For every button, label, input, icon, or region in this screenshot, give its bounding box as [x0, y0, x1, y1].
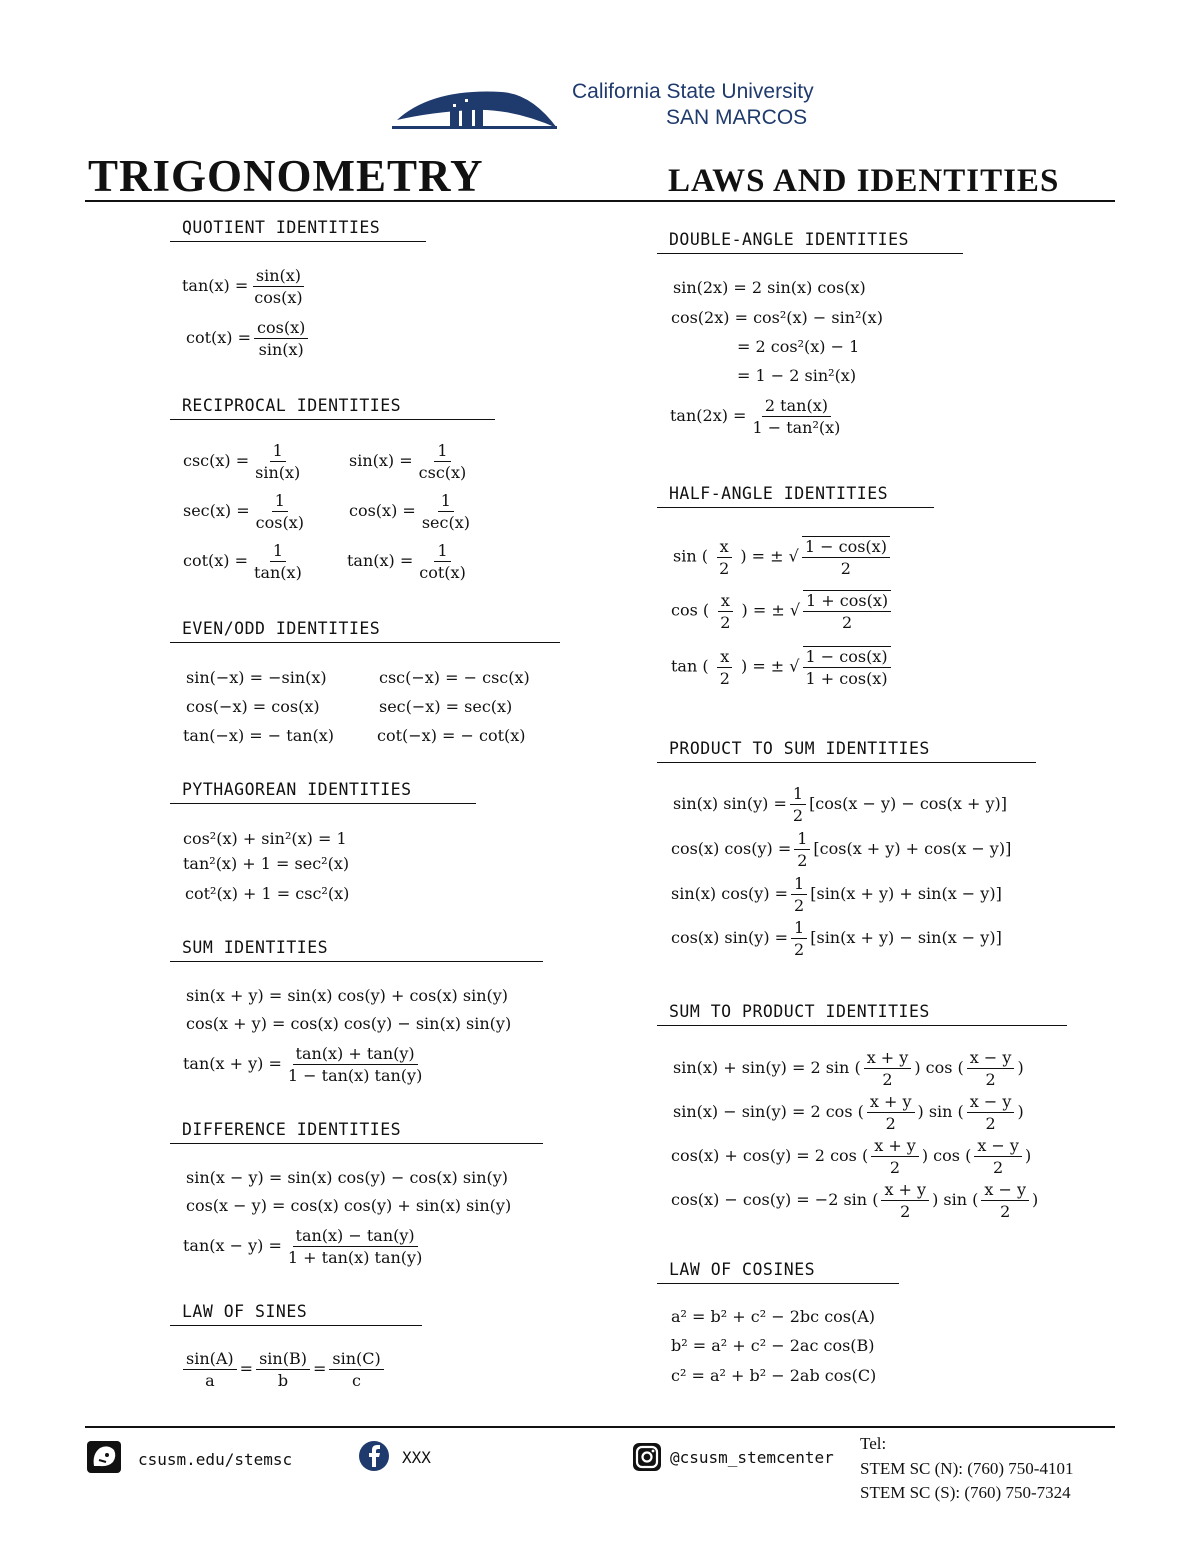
- cougar-icon: [86, 1440, 122, 1474]
- eq-sumprod: sin(x) − sin(y) = 2 cos ( $\frac{x + y}{2}$ ) sin ( $\frac{x - y}{2}$ ): [673, 1092, 1024, 1133]
- eq-law-of-cosines: a² = b² + c² − 2bc cos(A): [671, 1307, 876, 1326]
- eq-double-tan: tan(2x) = $\frac{2 \tan(x)}{\text{1 − tan²(x)}}$: [670, 396, 841, 437]
- eq-sum-cos: cos(x + y) = cos(x) cos(y) − sin(x) sin(y): [186, 1014, 512, 1033]
- university-name: California State University: [572, 80, 814, 103]
- facebook-handle[interactable]: XXX: [402, 1448, 431, 1467]
- eq-evenodd: cos(−x) = cos(x): [186, 697, 320, 716]
- eq-pythag: cos²(x) + sin²(x) = 1: [183, 829, 347, 848]
- eq-sumprod: sin(x) + sin(y) = 2 sin ( $\frac{x + y}{2}$ ) cos ( $\frac{x - y}{2}$ ): [673, 1048, 1024, 1089]
- eq-diff-sin: sin(x − y) = sin(x) cos(y) − cos(x) sin(y): [186, 1168, 509, 1187]
- eq-evenodd: sin(−x) = −sin(x): [186, 668, 327, 687]
- footer-rule: [85, 1426, 1115, 1428]
- eq-evenodd: sec(−x) = sec(x): [379, 697, 513, 716]
- section-sum: SUM IDENTITIES: [170, 938, 543, 962]
- tel-north: STEM SC (N): (760) 750-4101: [860, 1459, 1074, 1478]
- eq-pythag: tan²(x) + 1 = sec²(x): [183, 854, 350, 873]
- eq-double: = 1 − 2 sin²(x): [737, 366, 857, 385]
- eq-pythag: cot²(x) + 1 = csc²(x): [185, 884, 350, 903]
- section-evenodd: EVEN/ODD IDENTITIES: [170, 619, 560, 643]
- eq-double: = 2 cos²(x) − 1: [737, 337, 860, 356]
- eq-sum-tan: tan(x + y) = $\frac{\tan(x) + \tan(y)}{1 - \tan(x) \tan(y)}$: [183, 1044, 423, 1085]
- eq-evenodd: cot(−x) = − cot(x): [377, 726, 526, 745]
- instagram-icon[interactable]: [632, 1442, 662, 1472]
- eq-diff-cos: cos(x − y) = cos(x) cos(y) + sin(x) sin(y): [186, 1196, 512, 1215]
- page-subtitle: LAWS AND IDENTITIES: [668, 163, 1060, 199]
- university-campus: SAN MARCOS: [666, 106, 808, 129]
- eq-recip-sec: sec(x) = $\frac{1}{\cos(x)}$: [183, 491, 304, 532]
- eq-double: cos(2x) = cos²(x) − sin²(x): [671, 308, 883, 327]
- eq-prodsum: sin(x) sin(y) = $\frac{1}{2}$ [cos(x − y) − cos(x + y)]: [673, 784, 1007, 825]
- eq-sumprod: cos(x) − cos(y) = −2 sin ( $\frac{x + y}{2}$ ) sin ( $\frac{x - y}{2}$ ): [671, 1180, 1039, 1221]
- header-rule: [85, 200, 1115, 202]
- section-product-to-sum: PRODUCT TO SUM IDENTITIES: [657, 739, 1036, 763]
- eq-recip-sin: sin(x) = $\frac{1}{\csc(x)}$: [349, 441, 467, 482]
- eq-recip-tan: tan(x) = $\frac{1}{\cot(x)}$: [347, 541, 466, 582]
- page-title: TRIGONOMETRY: [88, 151, 484, 201]
- section-sum-to-product: SUM TO PRODUCT IDENTITIES: [657, 1002, 1067, 1026]
- eq-recip-cos: cos(x) = $\frac{1}{\sec(x)}$: [349, 491, 470, 532]
- eq-double: sin(2x) = 2 sin(x) cos(x): [673, 278, 866, 297]
- section-difference: DIFFERENCE IDENTITIES: [170, 1120, 543, 1144]
- tel-south: STEM SC (S): (760) 750-7324: [860, 1483, 1071, 1502]
- eq-prodsum: cos(x) cos(y) = $\frac{1}{2}$ [cos(x + y) + cos(x − y)]: [671, 829, 1012, 870]
- section-half-angle: HALF-ANGLE IDENTITIES: [657, 484, 934, 508]
- section-pythagorean: PYTHAGOREAN IDENTITIES: [170, 780, 476, 804]
- eq-sum-sin: sin(x + y) = sin(x) cos(y) + cos(x) sin(y): [186, 986, 509, 1005]
- eq-law-of-cosines: b² = a² + c² − 2ac cos(B): [671, 1336, 875, 1355]
- eq-recip-csc: csc(x) = $\frac{1}{\sin(x)}$: [183, 441, 301, 482]
- eq-sumprod: cos(x) + cos(y) = 2 cos ( $\frac{x + y}{2}$ ) cos ( $\frac{x - y}{2}$ ): [671, 1136, 1032, 1177]
- facebook-icon[interactable]: [358, 1440, 390, 1472]
- tel-label: Tel:: [860, 1434, 887, 1453]
- instagram-handle[interactable]: @csusm_stemcenter: [670, 1448, 834, 1467]
- eq-evenodd: tan(−x) = − tan(x): [183, 726, 335, 745]
- section-law-of-cosines: LAW OF COSINES: [657, 1260, 899, 1284]
- eq-quotient-tan: tan(x) = $\frac{\sin(x)}{\cos(x)}$: [182, 266, 303, 307]
- csusm-logo: [392, 80, 562, 132]
- eq-half-cos: cos ( $\frac{x}{2}$ ) = ± √ $\frac{1 + \cos(x)}{2}$: [671, 590, 894, 632]
- website-link[interactable]: csusm.edu/stemsc: [138, 1450, 293, 1469]
- eq-diff-tan: tan(x − y) = $\frac{\tan(x) - \tan(y)}{1 + \tan(x) \tan(y)}$: [183, 1226, 423, 1267]
- eq-prodsum: cos(x) sin(y) = $\frac{1}{2}$ [sin(x + y) − sin(x − y)]: [671, 918, 1002, 959]
- section-double-angle: DOUBLE-ANGLE IDENTITIES: [657, 230, 963, 254]
- eq-half-tan: tan ( $\frac{x}{2}$ ) = ± √ $\frac{1 - \cos(x)}{1 + \cos(x)}$: [671, 646, 894, 688]
- eq-evenodd: csc(−x) = − csc(x): [379, 668, 530, 687]
- eq-prodsum: sin(x) cos(y) = $\frac{1}{2}$ [sin(x + y) + sin(x − y)]: [671, 874, 1002, 915]
- section-reciprocal: RECIPROCAL IDENTITIES: [170, 396, 495, 420]
- section-quotient: QUOTIENT IDENTITIES: [170, 218, 426, 242]
- eq-recip-cot: cot(x) = $\frac{1}{\tan(x)}$: [183, 541, 302, 582]
- eq-law-of-cosines: c² = a² + b² − 2ab cos(C): [671, 1366, 877, 1385]
- section-law-of-sines: LAW OF SINES: [170, 1302, 422, 1326]
- eq-law-of-sines: $\frac{\sin(A)}{a}$ = $\frac{\sin(B)}{b}$ = $\frac{\sin(C)}{c}$: [180, 1349, 387, 1390]
- eq-half-sin: sin ( $\frac{x}{2}$ ) = ± √ $\frac{1 - \cos(x)}{2}$: [673, 536, 893, 578]
- eq-quotient-cot: cot(x) = $\frac{\cos(x)}{\sin(x)}$: [186, 318, 311, 359]
